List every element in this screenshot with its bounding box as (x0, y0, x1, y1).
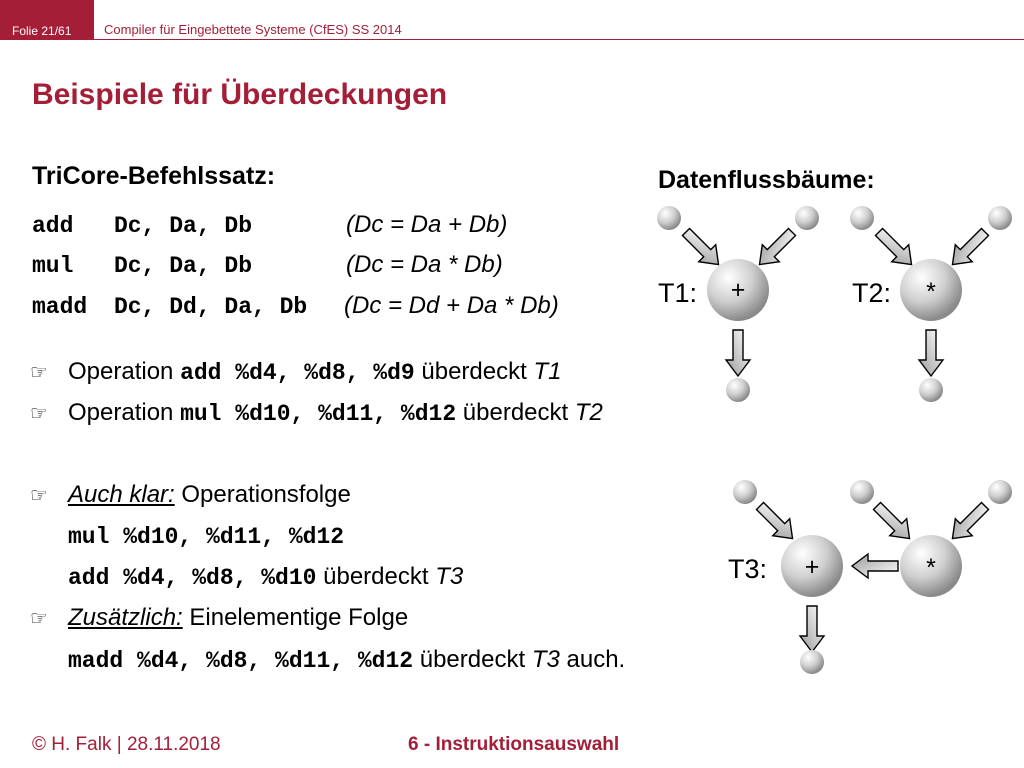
operator-label: * (926, 554, 936, 582)
leaf-node (733, 480, 757, 504)
arrow-icon (726, 330, 750, 376)
instr-mnemonic: mul (32, 253, 74, 279)
leaf-node (657, 206, 681, 230)
bullet-code: mul %d10, %d11, %d12 (180, 401, 457, 427)
tree-label: T2: (852, 278, 892, 308)
leaf-node (988, 480, 1012, 504)
bullet-text: überdeckt (421, 358, 527, 385)
operator-label: * (926, 278, 936, 306)
instr-effect: (Dc = Da + Db) (346, 211, 508, 238)
instr-effect: (Dc = Dd + Da * Db) (344, 292, 559, 319)
instruction-set-heading: TriCore-Befehlssatz: (32, 162, 276, 190)
pointing-hand-icon: ☞ (30, 403, 48, 425)
instr-operands: Dc, Da, Db (114, 253, 253, 279)
pointing-hand-icon: ☞ (30, 608, 48, 630)
instr-operands: Dc, Da, Db (114, 213, 253, 239)
arrow-icon (944, 224, 993, 273)
arrow-icon (800, 606, 824, 652)
bullet-emphasis: Zusätzlich: (68, 604, 183, 631)
arrow-icon (751, 224, 800, 273)
arrow-icon (752, 498, 801, 547)
dataflow-heading: Datenflussbäume: (658, 166, 875, 194)
leaf-node (726, 378, 750, 402)
tree-label: T3: (728, 554, 768, 584)
bullet-text: Operation (68, 358, 174, 385)
instr-mnemonic: add (32, 213, 74, 239)
bullet-emphasis: Auch klar: (68, 481, 175, 508)
leaf-node (800, 650, 824, 674)
leaf-node (850, 480, 874, 504)
footer-chapter: 6 - Instruktionsauswahl (408, 734, 620, 755)
tree-ref: T3 (435, 563, 464, 590)
instr-effect: (Dc = Da * Db) (346, 251, 503, 278)
bullet-text: Operationsfolge (181, 481, 351, 508)
bullet-code: mul %d10, %d11, %d12 (68, 524, 345, 550)
bullet-text: überdeckt (419, 646, 526, 673)
tree-ref: T2 (574, 399, 603, 426)
arrow-icon (944, 498, 993, 547)
instr-mnemonic: madd (32, 294, 88, 320)
arrow-icon (852, 554, 898, 578)
operator-label: + (804, 553, 820, 581)
course-title: Compiler für Eingebettete Systeme (CfES) SS 2014 (104, 22, 402, 37)
leaf-node (850, 206, 874, 230)
bullet-code: add %d4, %d8, %d10 (68, 565, 317, 591)
tree-label: T1: (658, 278, 698, 308)
bullet-text: Einelementige Folge (189, 604, 409, 631)
arrow-icon (869, 498, 918, 547)
bullet-text: auch. (566, 646, 626, 673)
slide-number: Folie 21/61 (12, 24, 72, 38)
tree-t3 (728, 480, 1012, 674)
leaf-node (919, 378, 943, 402)
operator-label: + (730, 276, 746, 304)
bullet-code: madd %d4, %d8, %d11, %d12 (68, 648, 414, 674)
leaf-node (795, 206, 819, 230)
bullet-code: add %d4, %d8, %d9 (180, 360, 415, 386)
footer-author: © H. Falk | 28.11.2018 (32, 734, 221, 755)
bullet-text: überdeckt (323, 563, 429, 590)
slide-title: Beispiele für Überdeckungen (32, 78, 448, 111)
tree-ref: T1 (533, 358, 562, 385)
pointing-hand-icon: ☞ (30, 485, 48, 507)
instr-operands: Dc, Dd, Da, Db (114, 294, 308, 320)
arrow-icon (919, 330, 943, 376)
tree-t2 (850, 206, 1012, 402)
tree-t1 (657, 206, 819, 402)
bullet-text: Operation (68, 399, 174, 426)
pointing-hand-icon: ☞ (30, 362, 48, 384)
leaf-node (988, 206, 1012, 230)
tree-ref: T3 (531, 646, 560, 673)
bullet-text: überdeckt (462, 399, 569, 426)
